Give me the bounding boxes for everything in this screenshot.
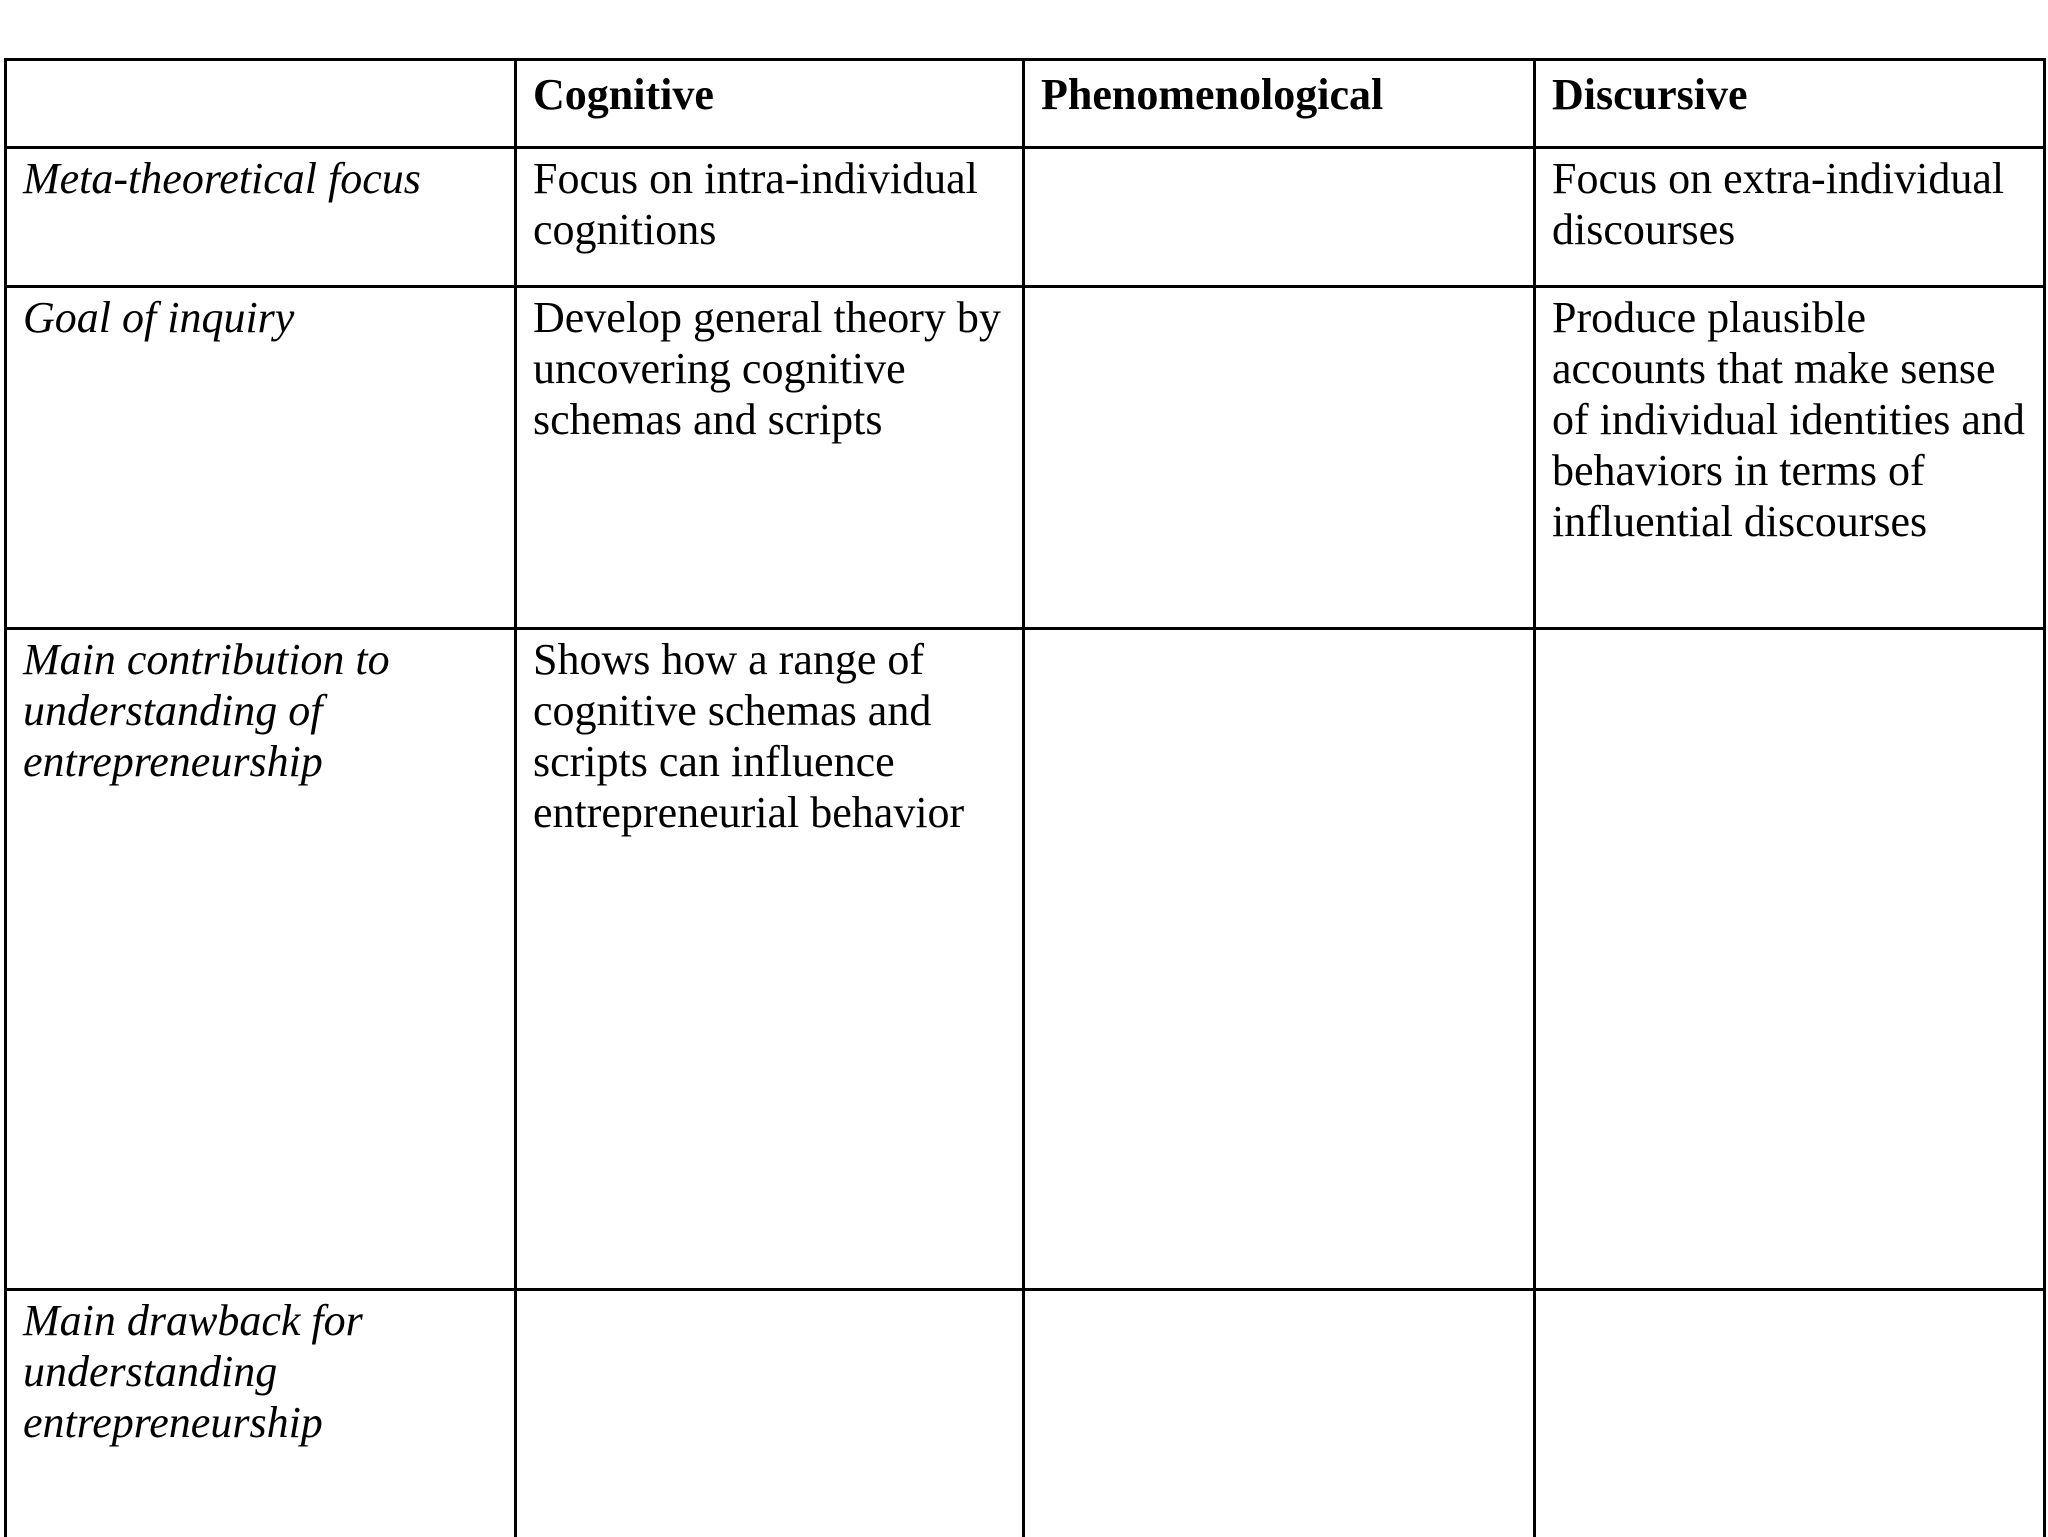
- cell-cognitive: Shows how a range of cognitive schemas and scripts can influence entrepreneurial behavior: [516, 629, 1024, 1290]
- cell-discursive: Produce plausible accounts that make sense of individual identities and behaviors in terms of influential discourses: [1535, 287, 2045, 629]
- cell-cognitive: Focus on intra-individual cognitions: [516, 148, 1024, 287]
- table-row: [6, 1290, 2045, 1537]
- cell-phenomenological: [1024, 1290, 1535, 1537]
- header-discursive: Discursive: [1535, 60, 2045, 148]
- row-label-meta-theoretical-focus: Meta-theoretical focus: [6, 148, 516, 287]
- row-label-goal-of-inquiry: Goal of inquiry: [6, 287, 516, 629]
- cell-discursive: [1535, 1290, 2045, 1537]
- header-row: [6, 60, 2045, 148]
- header-phenomenological: Phenomenological: [1024, 60, 1535, 148]
- cell-discursive: Focus on extra-individual discourses: [1535, 148, 2045, 287]
- row-label-main-contribution: Main contribution to understanding of entrepreneurship: [6, 629, 516, 1290]
- table-row: [6, 148, 2045, 287]
- table-row: [6, 287, 2045, 629]
- header-corner-cell: [6, 60, 516, 148]
- cell-phenomenological: [1024, 287, 1535, 629]
- cell-cognitive: Develop general theory by uncovering cognitive schemas and scripts: [516, 287, 1024, 629]
- table-row: [6, 629, 2045, 1290]
- cell-phenomenological: [1024, 629, 1535, 1290]
- row-label-main-drawback: Main drawback for understanding entrepreneurship: [6, 1290, 516, 1537]
- cell-cognitive: [516, 1290, 1024, 1537]
- cell-discursive: [1535, 629, 2045, 1290]
- cell-phenomenological: [1024, 148, 1535, 287]
- comparison-table: [4, 58, 2046, 1537]
- header-cognitive: Cognitive: [516, 60, 1024, 148]
